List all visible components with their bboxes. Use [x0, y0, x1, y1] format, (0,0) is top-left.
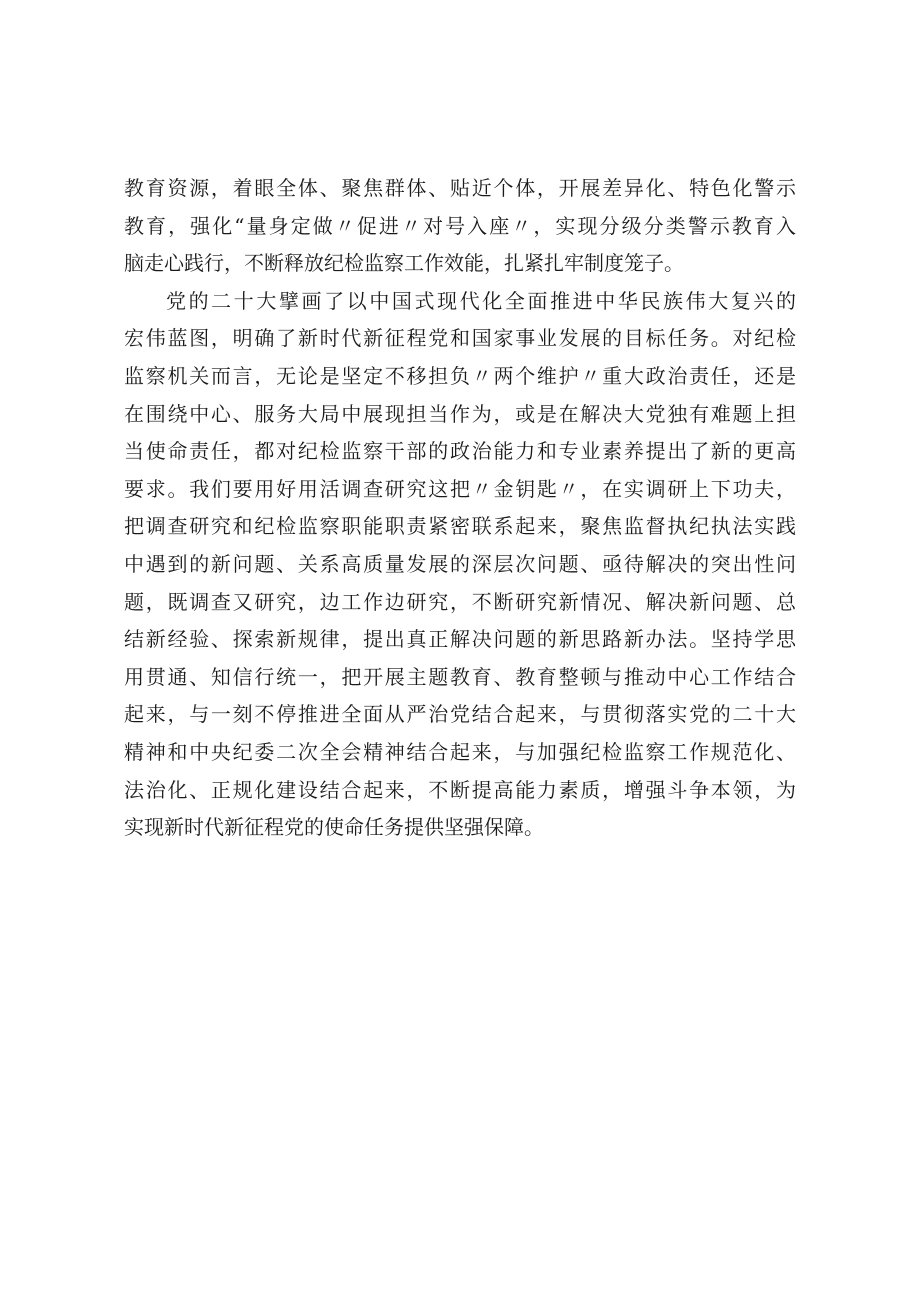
paragraph-line: 当使命责任，都对纪检监察干部的政治能力和专业素养提出了新的更高	[124, 439, 796, 464]
paragraph-line: 结新经验、探索新规律，提出真正解决问题的新思路新办法。坚持学思	[124, 627, 796, 652]
paragraph-line: 实现新时代新征程党的使命任务提供坚强保障。	[124, 815, 544, 840]
paragraph-line: 用贯通、知信行统一，把开展主题教育、教育整顿与推动中心工作结合	[124, 664, 796, 689]
paragraph-line: 中遇到的新问题、关系高质量发展的深层次问题、亟待解决的突出性问	[124, 551, 796, 576]
paragraph-line: 法治化、正规化建设结合起来，不断提高能力素质，增强斗争本领，为	[124, 777, 796, 802]
paragraph-line: 精神和中央纪委二次全会精神结合起来，与加强纪检监察工作规范化、	[124, 739, 796, 764]
paragraph-line: 在围绕中心、服务大局中展现担当作为，或是在解决大党独有难题上担	[124, 401, 796, 426]
paragraph-1	[124, 170, 796, 283]
paragraph-line: 监察机关而言，无论是坚定不移担负〃两个维护〃重大政治责任，还是	[124, 363, 796, 388]
paragraph-line: 教育资源，着眼全体、聚焦群体、贴近个体，开展差异化、特色化警示	[124, 176, 796, 200]
paragraph-line: 脑走心践行，不断释放纪检监察工作效能，扎紧扎牢制度笼子。	[124, 251, 684, 276]
document-body	[124, 170, 796, 847]
paragraph-line: 党的二十大擘画了以中国式现代化全面推进中华民族伟大复兴的	[166, 288, 796, 313]
paragraph-2	[124, 283, 796, 847]
paragraph-line: 题，既调查又研究，边工作边研究，不断研究新情况、解决新问题、总	[124, 589, 796, 614]
paragraph-line: 起来，与一刻不停推进全面从严治党结合起来，与贯彻落实党的二十大	[124, 702, 796, 727]
paragraph-line: 宏伟蓝图，明确了新时代新征程党和国家事业发展的目标任务。对纪检	[124, 326, 796, 351]
paragraph-line: 把调查研究和纪检监察职能职责紧密联系起来，聚焦监督执纪执法实践	[124, 514, 796, 539]
paragraph-line: 要求。我们要用好用活调查研究这把〃金钥匙〃，在实调研上下功夫，	[124, 476, 796, 501]
paragraph-line: 教育，强化“量身定做〃促进〃对号入座〃，实现分级分类警示教育入	[124, 213, 796, 238]
